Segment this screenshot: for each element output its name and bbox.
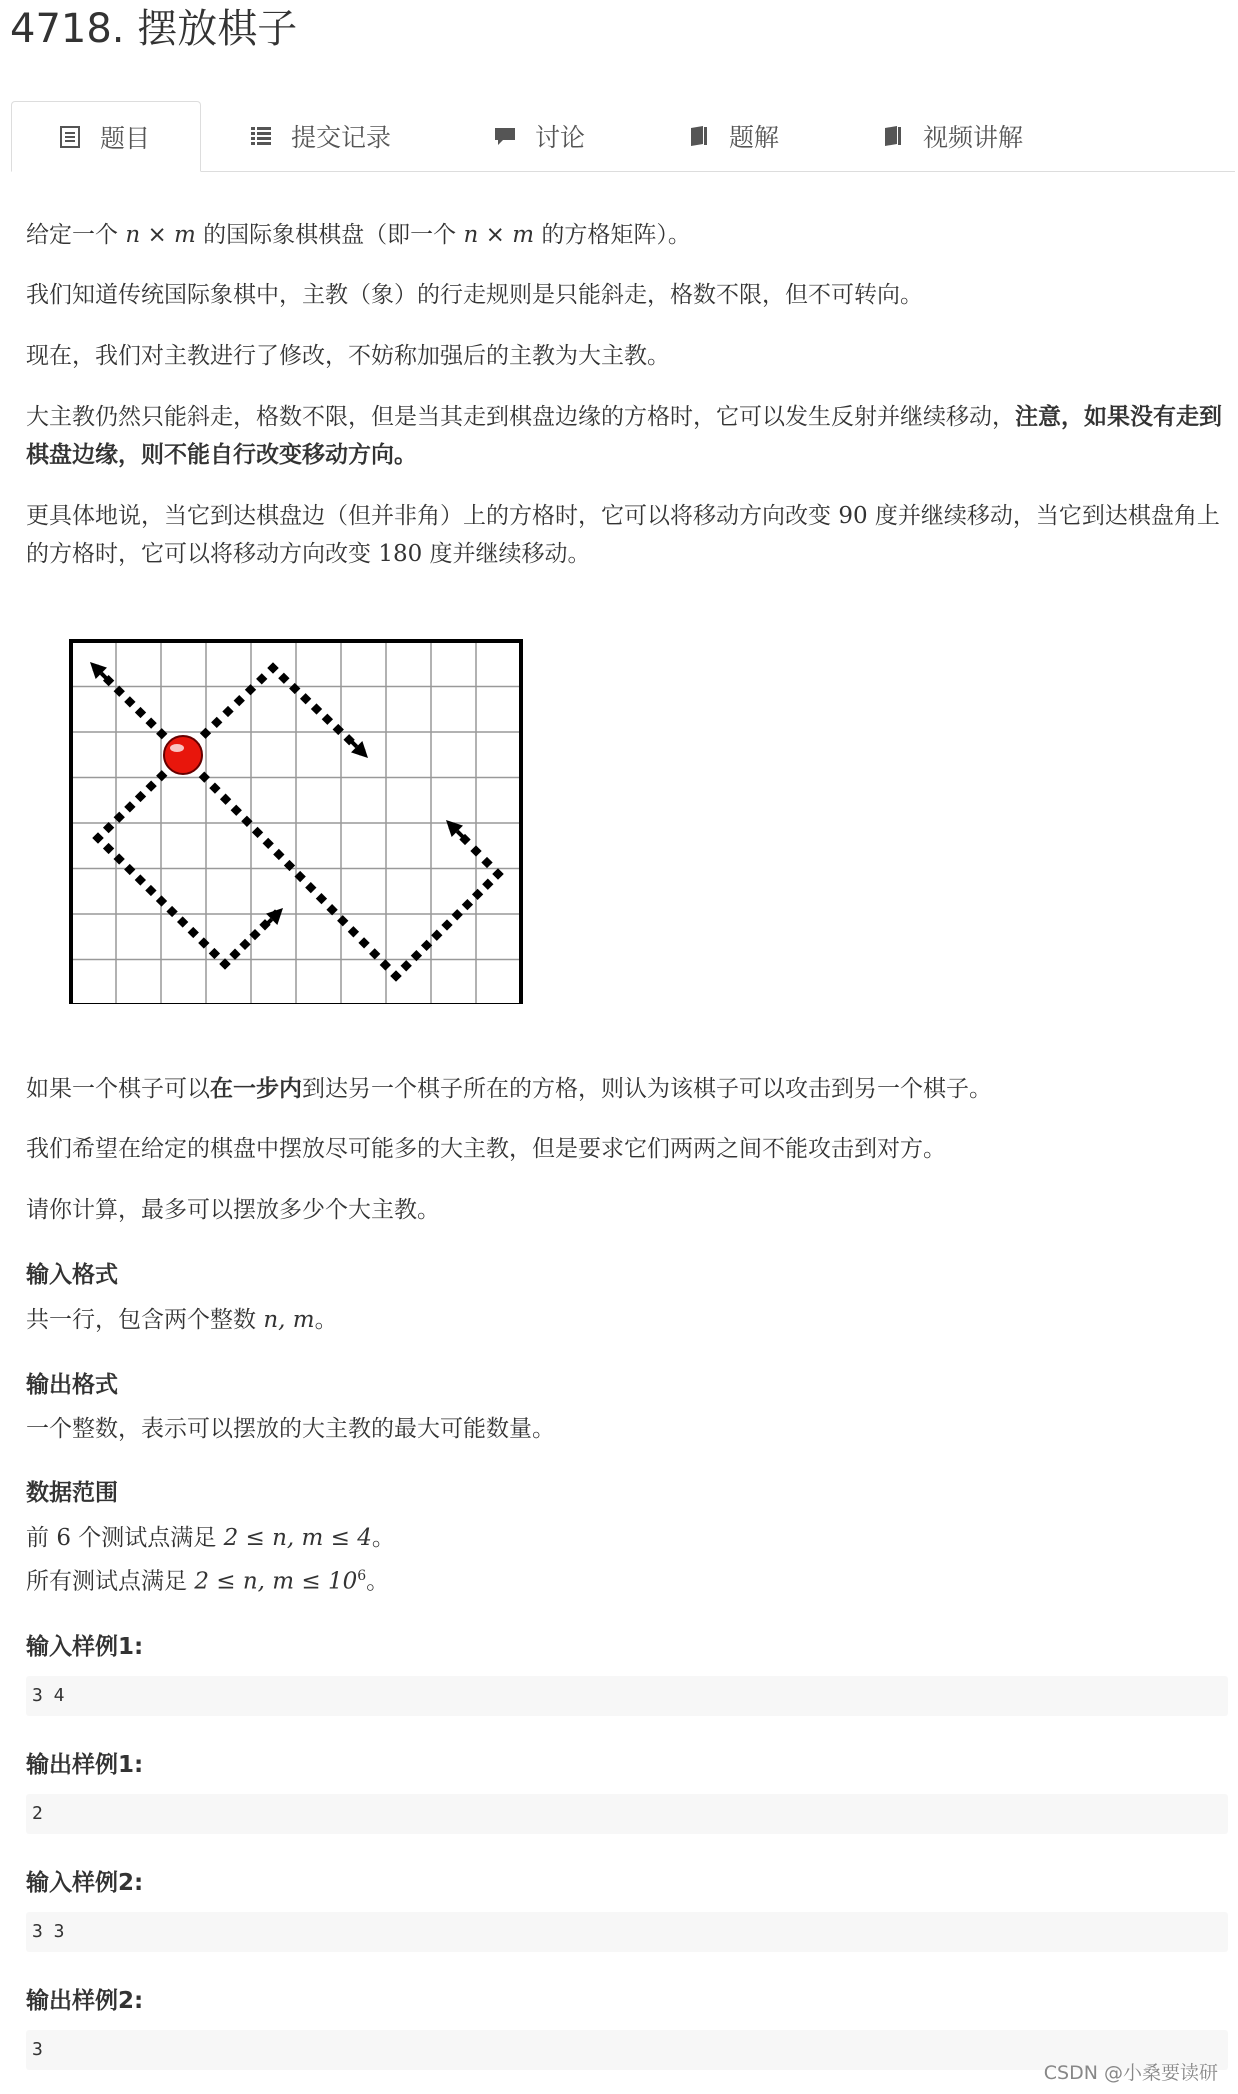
path-dot bbox=[441, 919, 452, 930]
tab-problem[interactable] bbox=[11, 101, 201, 172]
tab-label: 题目 bbox=[100, 123, 151, 153]
sample-output-2-heading: 输出样例2: bbox=[26, 1988, 144, 2014]
list-icon bbox=[249, 124, 273, 148]
range-line1: 前 6 个测试点满足 2 ≤ n, m ≤ 4。 bbox=[26, 1525, 395, 1551]
tab-label: 题解 bbox=[729, 123, 780, 152]
tab-discussion[interactable] bbox=[493, 101, 585, 171]
sample-input-2-heading: 输入样例2: bbox=[26, 1870, 144, 1896]
path-dot bbox=[124, 801, 135, 812]
path-dot bbox=[462, 899, 473, 910]
description-p2: 我们知道传统国际象棋中，主教（象）的行走规则是只能斜走，格数不限，但不可转向。 bbox=[26, 282, 923, 308]
description-p5: 更具体地说，当它到达棋盘边（但并非角）上的方格时，它可以将移动方向改变 90 度并继续移动，当它到达棋盘角上的方格时，它可以将移动方向改变 180 度并继续移动。 bbox=[26, 503, 1220, 567]
sample-output-1-heading: 输出样例1: bbox=[26, 1752, 144, 1778]
path-dot bbox=[252, 827, 263, 838]
comment-icon bbox=[493, 124, 517, 148]
problem-tabs bbox=[11, 101, 1235, 172]
path-dot bbox=[401, 960, 412, 971]
tab-solutions[interactable] bbox=[687, 101, 779, 171]
range-heading: 数据范围 bbox=[26, 1480, 118, 1506]
path-dot bbox=[200, 728, 211, 739]
tab-label: 讨论 bbox=[535, 123, 586, 152]
path-dot bbox=[198, 937, 209, 948]
path-dot bbox=[369, 948, 380, 959]
path-dot bbox=[305, 882, 316, 893]
output-format-heading: 输出格式 bbox=[26, 1372, 118, 1398]
input-format-text: 共一行，包含两个整数 n, m。 bbox=[26, 1307, 338, 1333]
output-format-text: 一个整数，表示可以摆放的大主教的最大可能数量。 bbox=[26, 1416, 555, 1442]
path-dot bbox=[470, 845, 481, 856]
path-dot bbox=[380, 959, 391, 970]
path-dot bbox=[348, 926, 359, 937]
path-dot bbox=[333, 724, 344, 735]
path-dot bbox=[222, 706, 233, 717]
description-p1: 给定一个 n × m 的国际象棋棋盘（即一个 n × m 的方格矩阵）。 bbox=[26, 222, 691, 248]
path-dot bbox=[188, 927, 199, 938]
book-icon bbox=[687, 124, 711, 148]
path-dot bbox=[452, 909, 463, 920]
path-dot bbox=[390, 970, 401, 981]
path-dot bbox=[124, 696, 135, 707]
path-dot bbox=[209, 782, 220, 793]
range-line2: 所有测试点满足 2 ≤ n, $m \le 10^6$。 bbox=[26, 1568, 390, 1595]
path-dot bbox=[209, 948, 220, 959]
path-dot bbox=[239, 939, 250, 950]
chessboard-diagram bbox=[68, 638, 524, 1004]
path-dot bbox=[300, 693, 311, 704]
path-dot bbox=[263, 838, 274, 849]
path-dot bbox=[103, 843, 114, 854]
bishop-piece bbox=[164, 736, 202, 774]
path-dot bbox=[145, 885, 156, 896]
page-title: 4718. 摆放棋子 bbox=[10, 6, 298, 52]
path-dot bbox=[234, 695, 245, 706]
path-dot bbox=[482, 879, 493, 890]
description-p6: 如果一个棋子可以在一步内到达另一个棋子所在的方格，则认为该棋子可以攻击到另一个棋子。 bbox=[26, 1076, 992, 1102]
sample-input-1[interactable]: 3 4 bbox=[26, 1676, 1228, 1716]
path-dot bbox=[145, 717, 156, 728]
tab-label: 提交记录 bbox=[291, 123, 392, 152]
path-dot bbox=[124, 864, 135, 875]
tab-submissions[interactable] bbox=[249, 101, 391, 171]
path-dot bbox=[135, 707, 146, 718]
input-format-heading: 输入格式 bbox=[26, 1262, 118, 1288]
path-dot bbox=[92, 832, 103, 843]
path-dot bbox=[358, 937, 369, 948]
path-dot bbox=[472, 889, 483, 900]
path-dot bbox=[316, 893, 327, 904]
description-p4: 大主教仍然只能斜走，格数不限，但是当其走到棋盘边缘的方格时，它可以发生反射并继续移动，注意，如果没有走到棋盘边缘，则不能自行改变移动方向。 bbox=[26, 404, 1222, 468]
description-p3: 现在，我们对主教进行了修改，不妨称加强后的主教为大主教。 bbox=[26, 343, 670, 369]
document-icon bbox=[58, 125, 82, 149]
path-dot bbox=[431, 930, 442, 941]
book-icon bbox=[881, 124, 905, 148]
sample-input-2[interactable]: 3 3 bbox=[26, 1912, 1228, 1952]
path-dot bbox=[114, 853, 125, 864]
path-dot bbox=[256, 673, 267, 684]
path-dot bbox=[322, 714, 333, 725]
path-dot bbox=[135, 874, 146, 885]
path-dot bbox=[166, 906, 177, 917]
path-dot bbox=[177, 916, 188, 927]
path-dot bbox=[220, 794, 231, 805]
description-p7: 我们希望在给定的棋盘中摆放尽可能多的大主教，但是要求它们两两之间不能攻击到对方。 bbox=[26, 1136, 946, 1162]
path-dot bbox=[311, 703, 322, 714]
description-p8: 请你计算，最多可以摆放多少个大主教。 bbox=[26, 1197, 440, 1223]
path-dot bbox=[156, 770, 167, 781]
path-dot bbox=[273, 849, 284, 860]
path-dot bbox=[145, 780, 156, 791]
path-dot bbox=[481, 857, 492, 868]
watermark: CSDN @小桑要读研 bbox=[1043, 2062, 1218, 2084]
path-dot bbox=[289, 683, 300, 694]
path-dot bbox=[337, 915, 348, 926]
path-dot bbox=[229, 949, 240, 960]
path-dot bbox=[156, 895, 167, 906]
path-dot bbox=[211, 717, 222, 728]
bishop-highlight bbox=[170, 744, 184, 752]
tab-video[interactable] bbox=[881, 101, 1023, 171]
sample-output-1[interactable]: 2 bbox=[26, 1794, 1228, 1834]
path-dot bbox=[199, 771, 210, 782]
sample-input-1-heading: 输入样例1: bbox=[26, 1634, 144, 1660]
sample-output-2[interactable]: 3 bbox=[26, 2030, 1228, 2070]
tab-label: 视频讲解 bbox=[923, 123, 1024, 152]
path-dot bbox=[278, 673, 289, 684]
path-dot bbox=[156, 728, 167, 739]
path-dot bbox=[284, 860, 295, 871]
path-dot bbox=[135, 791, 146, 802]
path-dot bbox=[267, 662, 278, 673]
path-dot bbox=[231, 805, 242, 816]
path-dot bbox=[492, 868, 503, 879]
